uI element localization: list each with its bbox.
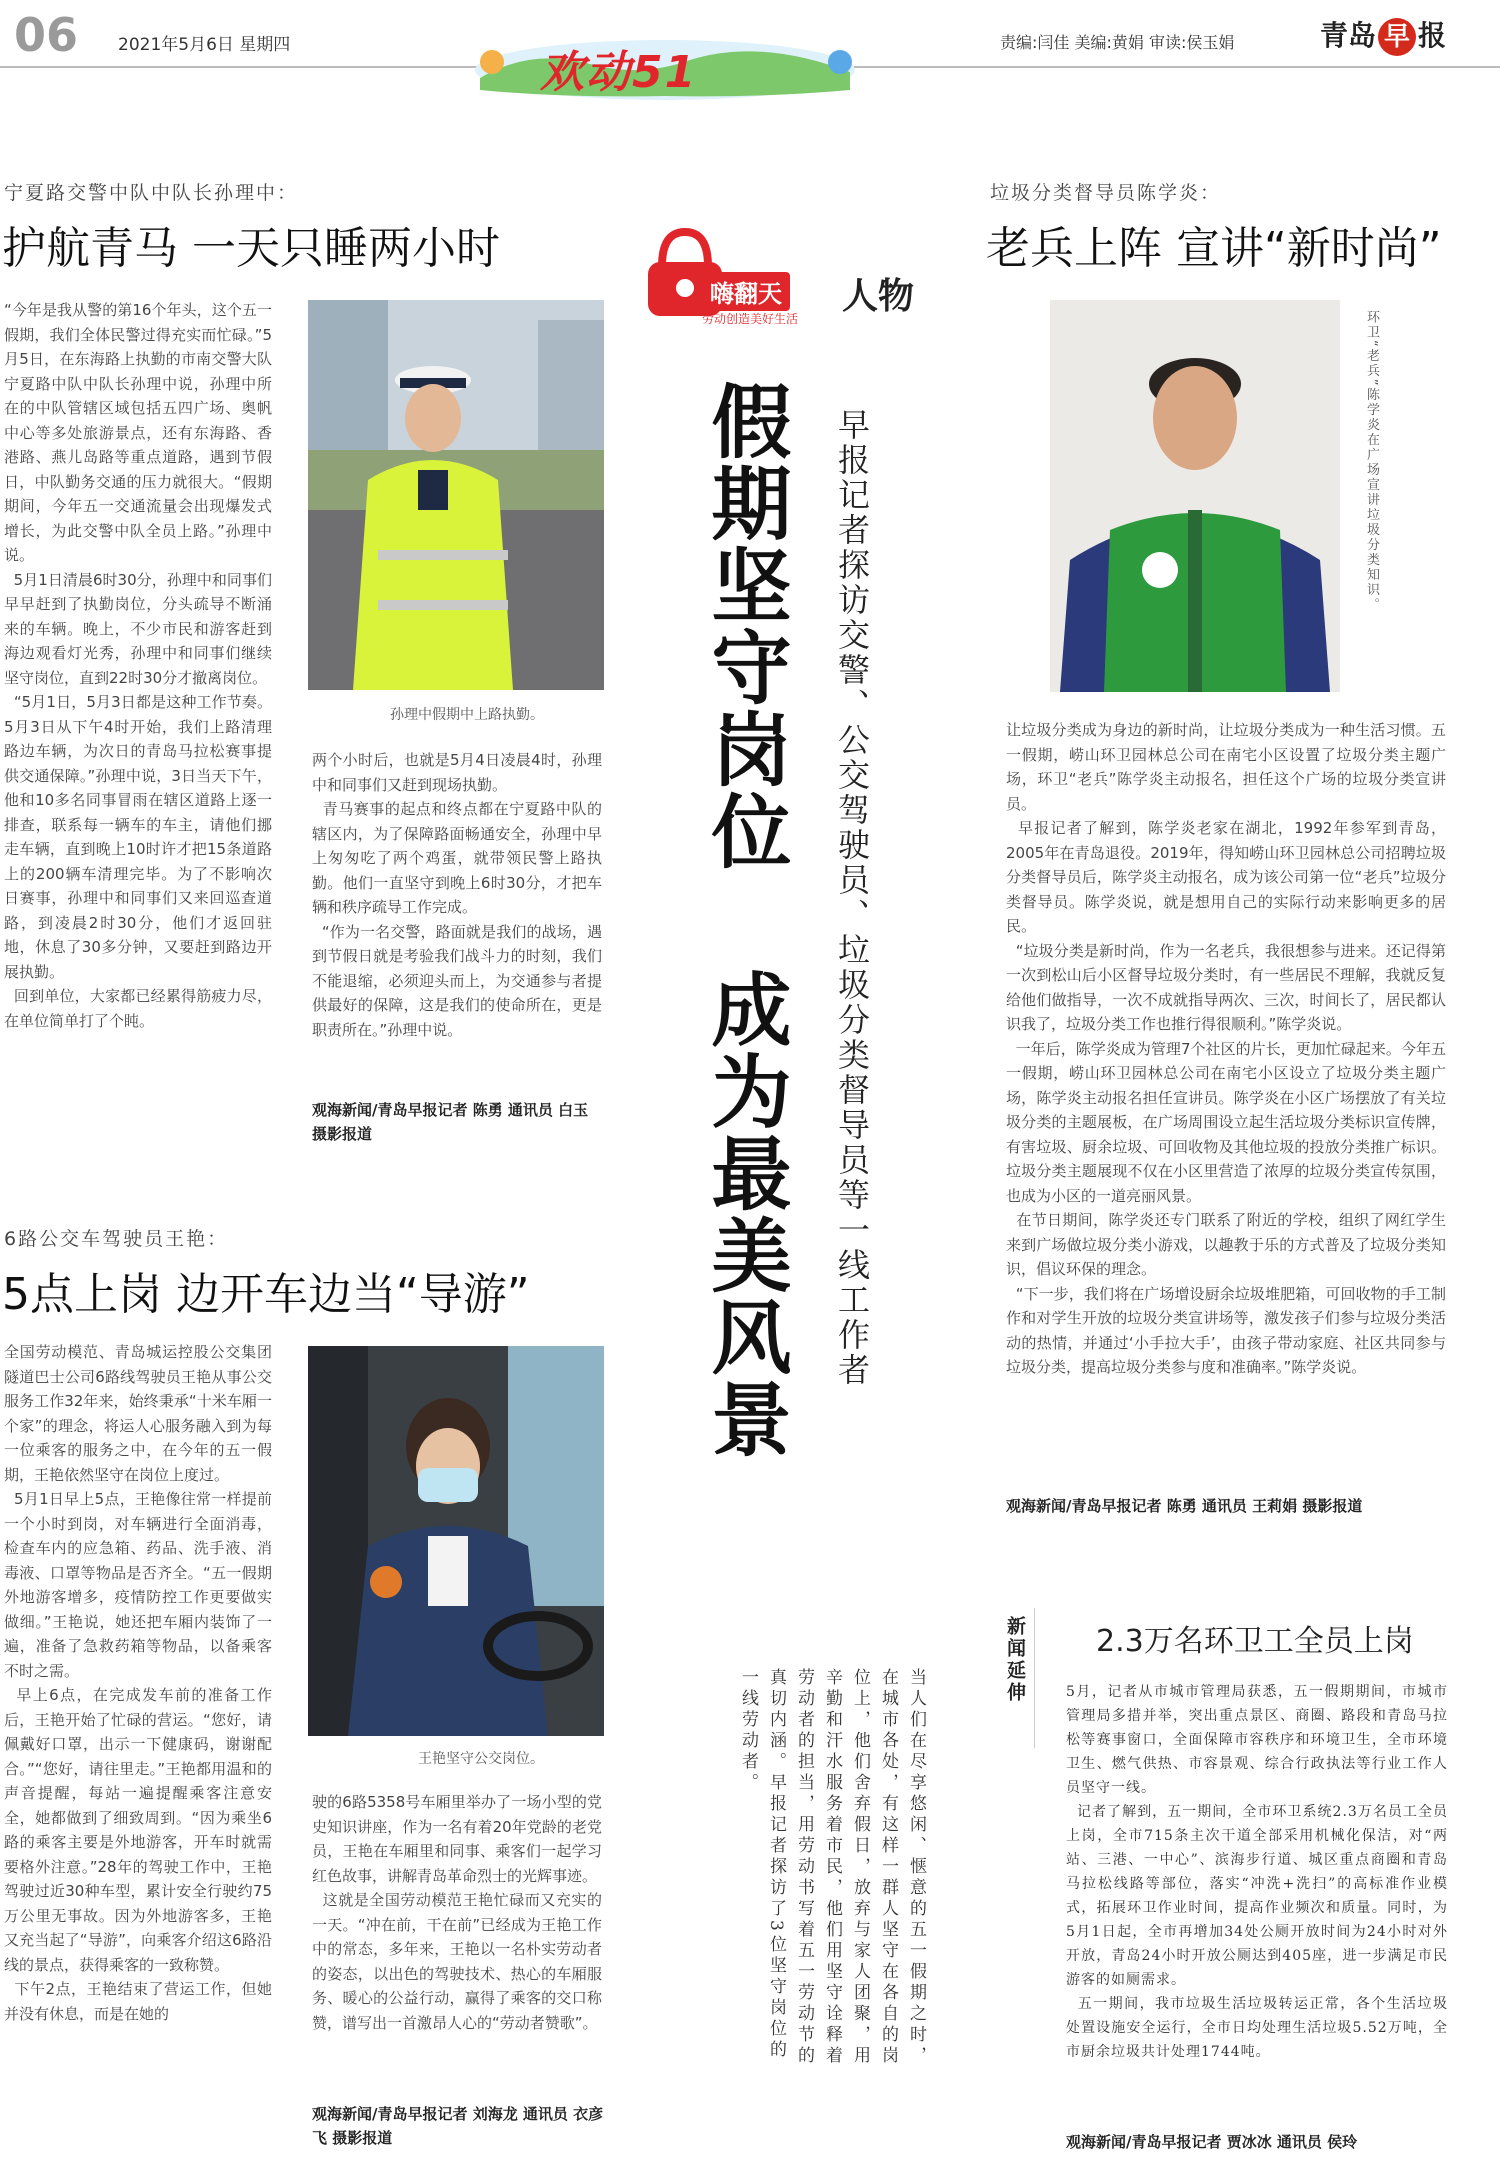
feature-title-line1: 假期坚守岗位 [698,380,791,872]
story3-photo [1050,300,1340,692]
story1-column-2: 两个小时后，也就是5月4日凌晨4时，孙理中和同事们又赶到现场执勤。 青马赛事的起点和终点都在宁夏路中队的辖区内，为了保障路面畅通安全，孙理中早上匆匆吃了两个鸡蛋，就带领民警上路执勤。他们一直坚守到晚上6时30分，才把车辆和秩序疏导工作完成。 “作为一名交警，路面就是我们的战场，遇到节假日就是考验我们战斗力的时刻，我们不能退缩，必须迎头而上，为交通参与者提供最好的保障，这是我们的使命所在，更是职责所在。”孙理中说。 [312,751,602,1039]
story4-body: 5月，记者从市城市管理局获悉，五一假期期间，市城市管理局多措并举，突出重点景区、商圈、路段和青岛马拉松等赛事窗口，全面保障市容秩序和环境卫生，全市环境卫生、燃气供热、市容景观、综合行政执法等行业工作人员坚守一线。 记者了解到，五一期间，全市环卫系统2.3万名员工全员上岗，全市715条主次干道全部采用机械化保洁，对“两站、三港、一中心”、滨海步行道、城区重点商圈和青岛马拉松线路等部位，落实“冲洗+洗扫”的高标准作业模式，拓展环卫作业时间，提高作业频次和质量。同时，为5月1日起，全市再增加34处公厕开放时间为24小时对外开放，青岛24小时开放公厕达到405座，进一步满足市民游客的如厕需求。 五一期间，我市垃圾生活垃圾转运正常，各个生活垃圾处置设施安全运行，全市日均处理生活垃圾5.52万吨，全市厨余垃圾共计处理1744吨。 [1066,1684,1448,2060]
story2-caption: 王艳坚守公交岗位。 [418,1751,544,1767]
story3-body: 让垃圾分类成为身边的新时尚，让垃圾分类成为一种生活习惯。五一假期，崂山环卫园林总公司在南宅小区设置了垃圾分类主题广场，环卫“老兵”陈学炎主动报名，担任这个广场的垃圾分类宣讲员。 早报记者了解到，陈学炎老家在湖北，1992年参军到青岛，2005年在青岛退役。2019年，得知崂山环卫园林总公司招聘垃圾分类督导员后，陈学炎主动报名，成为该公司第一位“老兵”垃圾分类督导员。陈学炎说，就是想用自己的实际行动来影响更多的居民。 “垃圾分类是新时尚，作为一名老兵，我很想参与进来。还记得第一次到松山后小区督导垃圾分类时，有一些居民不理解，我就反复给他们做指导，一次不成就指导两次、三次，时间长了，居民都认识我了，垃圾分类工作也推行得很顺利。”陈学炎说。 一年后，陈学炎成为管理7个社区的片长，更加忙碌起来。今年五一假期，崂山环卫园林总公司在南宅小区设立了垃圾分类主题广场，陈学炎主动报名担任宣讲员。陈学炎在小区广场摆放了有关垃圾分类的主题展板，在广场周围设立起生活垃圾分类标识宣传牌，有害垃圾、厨余垃圾、可回收物及其他垃圾的投放分类推广标识。垃圾分类主题展现不仅在小区里营造了浓厚的垃圾分类宣传氛围，也成为小区的一道亮丽风景。 在节日期间，陈学炎还专门联系了附近的学校，组织了网红学生来到广场做垃圾分类小游戏，以趣教于乐的方式普及了垃圾分类知识，倡议环保的理念。 “下一步，我们将在广场增设厨余垃圾堆肥箱，可回收物的手工制作和对学生开放的垃圾分类宣讲场等，激发孩子们参与垃圾分类活动的热情，并通过‘小手拉大手’，由孩子带动家庭、社区共同参与垃圾分类，提高垃圾分类参与度和准确率。”陈学炎说。 [1006,721,1446,1376]
story4-byline: 观海新闻/青岛早报记者 贾冰冰 通讯员 侯玲 [1066,2133,1358,2151]
brand-left: 青岛 [1320,19,1377,52]
story2-kicker: 6路公交车驾驶员王艳： [4,1228,229,1250]
story1-caption: 孙理中假期中上路执勤。 [390,707,544,723]
column-word: 人物 [842,276,915,317]
story4-tag: 新闻延伸 [1004,1616,1026,1704]
feature-intro: 当人们在尽享悠闲、惬意的五一假期之时，在城市各处，有这样一群人坚守在各自的岗位上，他们舍弃假日，放弃与家人团聚，用辛勤和汗水服务着市民，他们用坚守诠释着劳动者的担当，用劳动书写着五一劳动节的真切内涵。早报记者探访了3位坚守岗位的一线劳动者。 [738,1668,926,2067]
story2-column-1: 全国劳动模范、青岛城运控股公交集团隧道巴士公司6路线驾驶员王艳从事公交服务工作32年来，始终秉承“十米车厢一个家”的理念，将运人心服务融入到为每一位乘客的服务之中，在今年的五一假期，王艳依然坚守在岗位上度过。 5月1日早上5点，王艳像往常一样提前一个小时到岗，对车辆进行全面消毒，检查车内的应急箱、药品、洗手液、消毒液、口罩等物品是否齐全。“五一假期外地游客增多，疫情防控工作更要做实做细。”王艳说，她还把车厢内装饰了一遍，准备了急救药箱等物品，以备乘客不时之需。 早上6点，在完成发车前的准备工作后，王艳开始了忙碌的营运。“您好，请佩戴好口罩，出示一下健康码，谢谢配合。”“您好，请往里走。”王艳都用温和的声音提醒，每站一遍提醒乘客注意安全，她都做到了细致周到。“因为乘坐6路的乘客主要是外地游客，开车时就需要格外注意。”28年的驾驶工作中，王艳驾驶过近30种车型，累计安全行驶约75万公里无事故。因为外地游客多，王艳又充当起了“导游”，向乘客介绍这6路沿线的景点，获得乘客的一致称赞。 下午2点，王艳结束了营运工作，但她并没有休息，而是在她的 [4,1343,272,2023]
holiday-banner [470,18,860,104]
newspaper-logo [1320,14,1446,56]
story3-byline: 观海新闻/青岛早报记者 陈勇 通讯员 王莉娟 摄影报道 [1006,1497,1363,1515]
story4-headline: 2.3万名环卫工全员上岗 [1096,1624,1414,1659]
bus-driver-photo [308,1346,604,1736]
traffic-police-photo [308,300,604,690]
brand-mid: 早 [1378,18,1416,56]
story1-headline: 护航青马 一天只睡两小时 [2,223,500,274]
feature-subtitle: 早报记者探访交警、公交驾驶员、垃圾分类督导员等一线工作者 [833,408,871,1388]
editor-credits: 责编:闫佳 美编:黄娟 审读:侯玉娟 [1000,33,1235,52]
story3-kicker: 垃圾分类督导员陈学炎： [990,182,1222,204]
story1-byline: 观海新闻/青岛早报记者 陈勇 通讯员 白玉 摄影报道 [312,1101,589,1143]
story1-kicker: 宁夏路交警中队中队长孙理中： [4,182,299,204]
story1-column-1: “今年是我从警的第16个年头，这个五一假期，我们全体民警过得充实而忙碌。”5月5日，在东海路上执勤的市南交警大队宁夏路中队中队长孙理中说，孙理中所在的中队管辖区域包括五四广场、奥帆中心等多处旅游景点，还有东海路、香港路、燕儿岛路等重点道路，遇到节假日，中队勤务交通的压力就很大。“假期期间，今年五一交通流量会出现爆发式增长，为此交警中队全员上路。”孙理中说。 5月1日清晨6时30分，孙理中和同事们早早赶到了执勤岗位，分头疏导不断涌来的车辆。晚上，不少市民和游客赶到海边观看灯光秀，孙理中和同事们继续坚守岗位，直到22时30分才撤离岗位。 “5月1日，5月3日都是这种工作节奏。5月3日从下午4时开始，我们上路清理路边车辆，为次日的青岛马拉松赛事提供交通保障。”孙理中说，3日当天下午，他和10多名同事冒雨在辖区道路上逐一排查，联系每一辆车的车主，请他们挪走车辆，直到晚上10时许才把15条道路上的200辆车清理完毕。为了不影响次日赛事，孙理中和同事们又来回巡查道路，到凌晨2时30分，他们才返回驻地，休息了30多分钟，又要赶到路边开展执勤。 回到单位，大家都已经累得筋疲力尽，在单位简单打了个盹。 [4,301,272,1030]
story4-tag-divider [1034,1608,1035,1748]
banner-text: 欢动51 [540,47,698,98]
brand-right: 报 [1418,19,1447,52]
column-badge-sub: 劳动创造美好生活 [702,312,799,326]
story2-headline: 5点上岗 边开车边当“导游” [2,1269,530,1320]
story2-byline: 观海新闻/青岛早报记者 刘海龙 通讯员 衣彦飞 摄影报道 [312,2105,604,2147]
story1-photo [308,300,604,690]
column-label [640,222,940,332]
story2-column-2: 驶的6路5358号车厢里举办了一场小型的党史知识讲座，作为一名有着20年党龄的老党员，王艳在车厢里和同事、乘客们一起学习红色故事，讲解青岛革命烈士的光辉事迹。 这就是全国劳动模范王艳忙碌而又充实的一天。“冲在前，干在前”已经成为王艳工作中的常态，多年来，王艳以一名朴实劳动者的姿态，以出色的驾驶技术、热心的车厢服务、暖心的公益行动，赢得了乘客的交口称赞，谱写出一首激昂人心的“劳动者赞歌”。 [312,1793,602,2032]
story3-caption: 环卫“老兵”陈学炎在广场宣讲垃圾分类知识。 [1364,310,1379,613]
column-badge: 嗨翻天 [702,272,790,311]
story2-photo [308,1346,604,1736]
garbage-sorter-photo [1050,300,1340,692]
issue-date: 2021年5月6日 星期四 [118,35,291,55]
story3-headline: 老兵上阵 宣讲“新时尚” [986,223,1442,274]
feature-title-line2: 成为最美风景 [698,968,791,1460]
page-number: 06 [14,8,79,62]
